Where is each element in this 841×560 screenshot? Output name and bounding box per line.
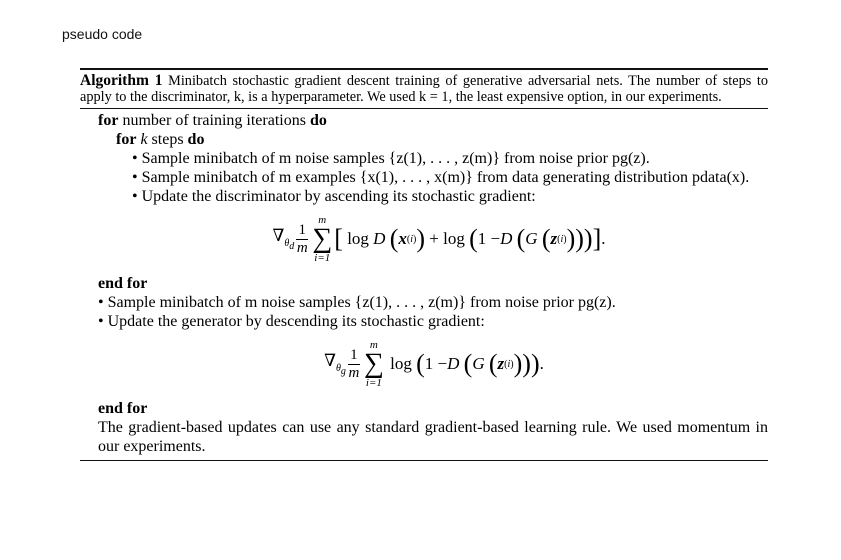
step-update-gen: • Update the generator by descending its stochastic gradient: (98, 313, 485, 330)
end-outer-loop: end for (98, 400, 148, 417)
step-sample-data: • Sample minibatch of m examples {x(1), . . . , x(m)} from data generating distribution pdata(x). (132, 169, 750, 186)
outer-loop-header: for number of training iterations do (98, 112, 327, 129)
algorithm-caption (80, 70, 768, 108)
caption-text: Minibatch stochastic gradient descent training of generative adversarial nets. The number of steps to apply to the discriminator, k, is a hyperparameter. We used k = 1, the least expensive option, in our experiments. (80, 73, 768, 105)
step-update-disc: • Update the discriminator by ascending its stochastic gradient: (132, 188, 536, 205)
algorithm-box (80, 68, 768, 461)
step-sample-noise-outer: • Sample minibatch of m noise samples {z(1), . . . , z(m)} from noise prior pg(z). (98, 294, 616, 311)
page-heading: pseudo code (62, 26, 143, 42)
generator-gradient-equation: $\nabla_{\theta_g}$ $\frac{1}{m}$ m ∑ i=1 log ( 1 − D ( G ( z (i) ))) . (324, 339, 544, 389)
discriminator-gradient-equation: $\nabla_{\theta_d}$ $\frac{1}{m}$ m ∑ i=1 [ log D ( x (i) ) + log ( 1 − D ( G ( z (i) )))] . (272, 214, 606, 264)
inner-loop-header: for k steps do (116, 131, 205, 148)
bottom-rule (80, 460, 768, 461)
algorithm-label: Algorithm 1 (80, 72, 163, 89)
caption-rule (80, 108, 768, 109)
end-inner-loop: end for (98, 275, 148, 292)
step-sample-noise-inner: • Sample minibatch of m noise samples {z(1), . . . , z(m)} from noise prior pg(z). (132, 150, 650, 167)
footnote: The gradient-based updates can use any standard gradient-based learning rule. We used momentum in our experiments. (98, 419, 768, 455)
